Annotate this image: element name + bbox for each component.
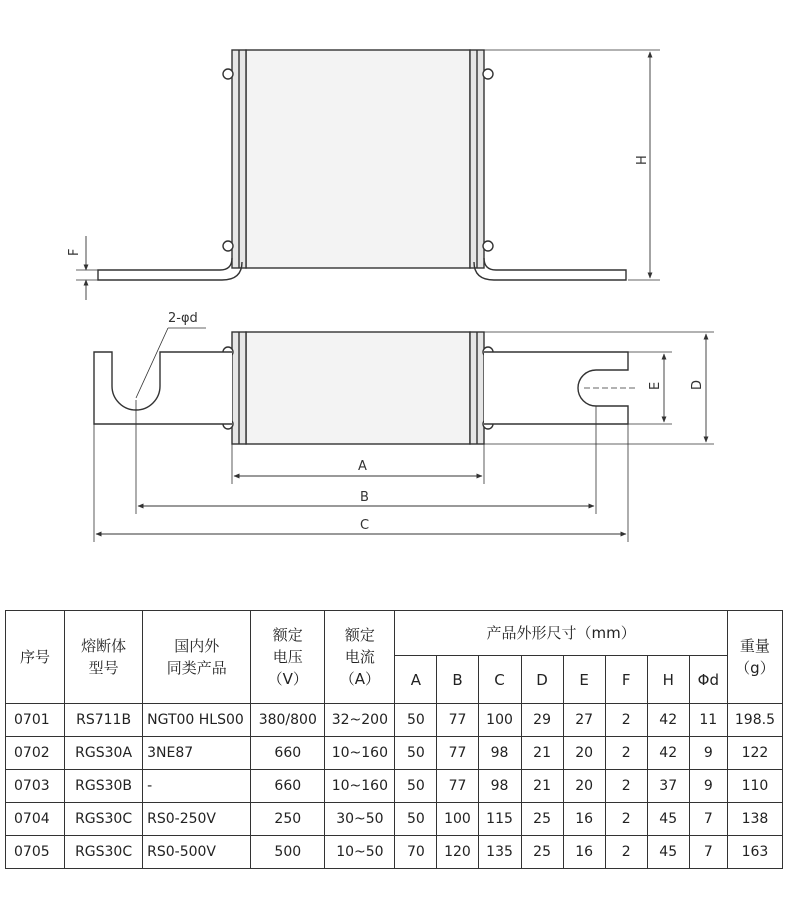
cell-dim: 135 [478, 836, 521, 869]
cell-dim: 2 [605, 737, 647, 770]
cell-dim: 42 [647, 704, 689, 737]
cell-dim: 37 [647, 770, 689, 803]
dim-label-phi-d: 2-φd [168, 311, 198, 326]
cell-voltage: 250 [251, 803, 325, 836]
header-dim-f: F [605, 656, 647, 704]
header-dim-c: C [478, 656, 521, 704]
cell-dim: 50 [395, 704, 437, 737]
cell-dim: 2 [605, 704, 647, 737]
cell-dim: 2 [605, 803, 647, 836]
cell-seq: 0701 [6, 704, 65, 737]
cell-model: RS711B [65, 704, 143, 737]
header-fuse-model: 熔断体 型号 [65, 611, 143, 704]
cell-model: RGS30A [65, 737, 143, 770]
header-current: 额定 电流 （A） [325, 611, 395, 704]
cell-seq: 0702 [6, 737, 65, 770]
table-body [6, 704, 783, 869]
cell-dim: 2 [605, 770, 647, 803]
cell-dim: 16 [563, 803, 605, 836]
cell-current: 32~200 [325, 704, 395, 737]
cell-current: 10~160 [325, 737, 395, 770]
cell-dim: 25 [521, 836, 563, 869]
cell-dim: 20 [563, 770, 605, 803]
dim-label-a: A [358, 459, 367, 474]
header-dim-b: B [437, 656, 478, 704]
cell-weight: 110 [727, 770, 782, 803]
cell-voltage: 380/800 [251, 704, 325, 737]
cell-dim: 2 [605, 836, 647, 869]
cell-dim: 29 [521, 704, 563, 737]
cell-equivalent: NGT00 HLS00 [143, 704, 251, 737]
cell-dim: 98 [478, 737, 521, 770]
table-row [6, 836, 783, 869]
cell-dim: 42 [647, 737, 689, 770]
header-dim-h: H [647, 656, 689, 704]
cell-dim: 45 [647, 803, 689, 836]
dim-label-e: E [648, 381, 663, 390]
cell-weight: 163 [727, 836, 782, 869]
cell-dim: 25 [521, 803, 563, 836]
dim-label-b: B [360, 490, 369, 505]
cell-dim: 50 [395, 803, 437, 836]
cell-dim: 77 [437, 704, 478, 737]
cell-equivalent: RS0-500V [143, 836, 251, 869]
cell-dim: 21 [521, 770, 563, 803]
top-view [94, 328, 714, 542]
cell-dim: 9 [689, 737, 727, 770]
cell-equivalent: - [143, 770, 251, 803]
cell-dim: 7 [689, 803, 727, 836]
cell-dim: 21 [521, 737, 563, 770]
cell-current: 10~50 [325, 836, 395, 869]
cell-weight: 122 [727, 737, 782, 770]
dim-label-f: F [67, 248, 82, 256]
cell-dim: 7 [689, 836, 727, 869]
table-header [6, 611, 783, 704]
cell-model: RGS30C [65, 803, 143, 836]
header-dim-a: A [395, 656, 437, 704]
header-dimensions: 产品外形尺寸（mm） [395, 611, 727, 656]
table-row [6, 803, 783, 836]
dim-label-c: C [360, 518, 370, 533]
cell-dim: 120 [437, 836, 478, 869]
cell-dim: 27 [563, 704, 605, 737]
cell-voltage: 500 [251, 836, 325, 869]
cell-dim: 100 [437, 803, 478, 836]
cell-weight: 138 [727, 803, 782, 836]
cell-dim: 115 [478, 803, 521, 836]
cell-seq: 0705 [6, 836, 65, 869]
front-view [76, 50, 660, 300]
cell-weight: 198.5 [727, 704, 782, 737]
cell-dim: 16 [563, 836, 605, 869]
cell-model: RGS30C [65, 836, 143, 869]
cell-seq: 0703 [6, 770, 65, 803]
table-row [6, 770, 783, 803]
cell-equivalent: 3NE87 [143, 737, 251, 770]
cell-dim: 50 [395, 770, 437, 803]
dim-label-h: H [635, 155, 650, 165]
header-dim-phi-d: Φd [689, 656, 727, 704]
cell-dim: 70 [395, 836, 437, 869]
cell-dim: 45 [647, 836, 689, 869]
cell-seq: 0704 [6, 803, 65, 836]
cell-dim: 77 [437, 737, 478, 770]
header-equivalent: 国内外 同类产品 [143, 611, 251, 704]
cell-dim: 9 [689, 770, 727, 803]
table-row [6, 737, 783, 770]
cell-current: 30~50 [325, 803, 395, 836]
cell-voltage: 660 [251, 737, 325, 770]
spec-table [5, 610, 783, 869]
dim-label-d: D [690, 379, 705, 390]
table-row [6, 704, 783, 737]
cell-dim: 98 [478, 770, 521, 803]
header-dim-d: D [521, 656, 563, 704]
cell-equivalent: RS0-250V [143, 803, 251, 836]
header-dim-e: E [563, 656, 605, 704]
header-voltage: 额定 电压 （V） [251, 611, 325, 704]
cell-dim: 100 [478, 704, 521, 737]
cell-dim: 77 [437, 770, 478, 803]
cell-voltage: 660 [251, 770, 325, 803]
cell-model: RGS30B [65, 770, 143, 803]
cell-dim: 50 [395, 737, 437, 770]
cell-current: 10~160 [325, 770, 395, 803]
cell-dim: 20 [563, 737, 605, 770]
header-seq: 序号 [6, 611, 65, 704]
cell-dim: 11 [689, 704, 727, 737]
header-weight: 重量 （g） [727, 611, 782, 704]
